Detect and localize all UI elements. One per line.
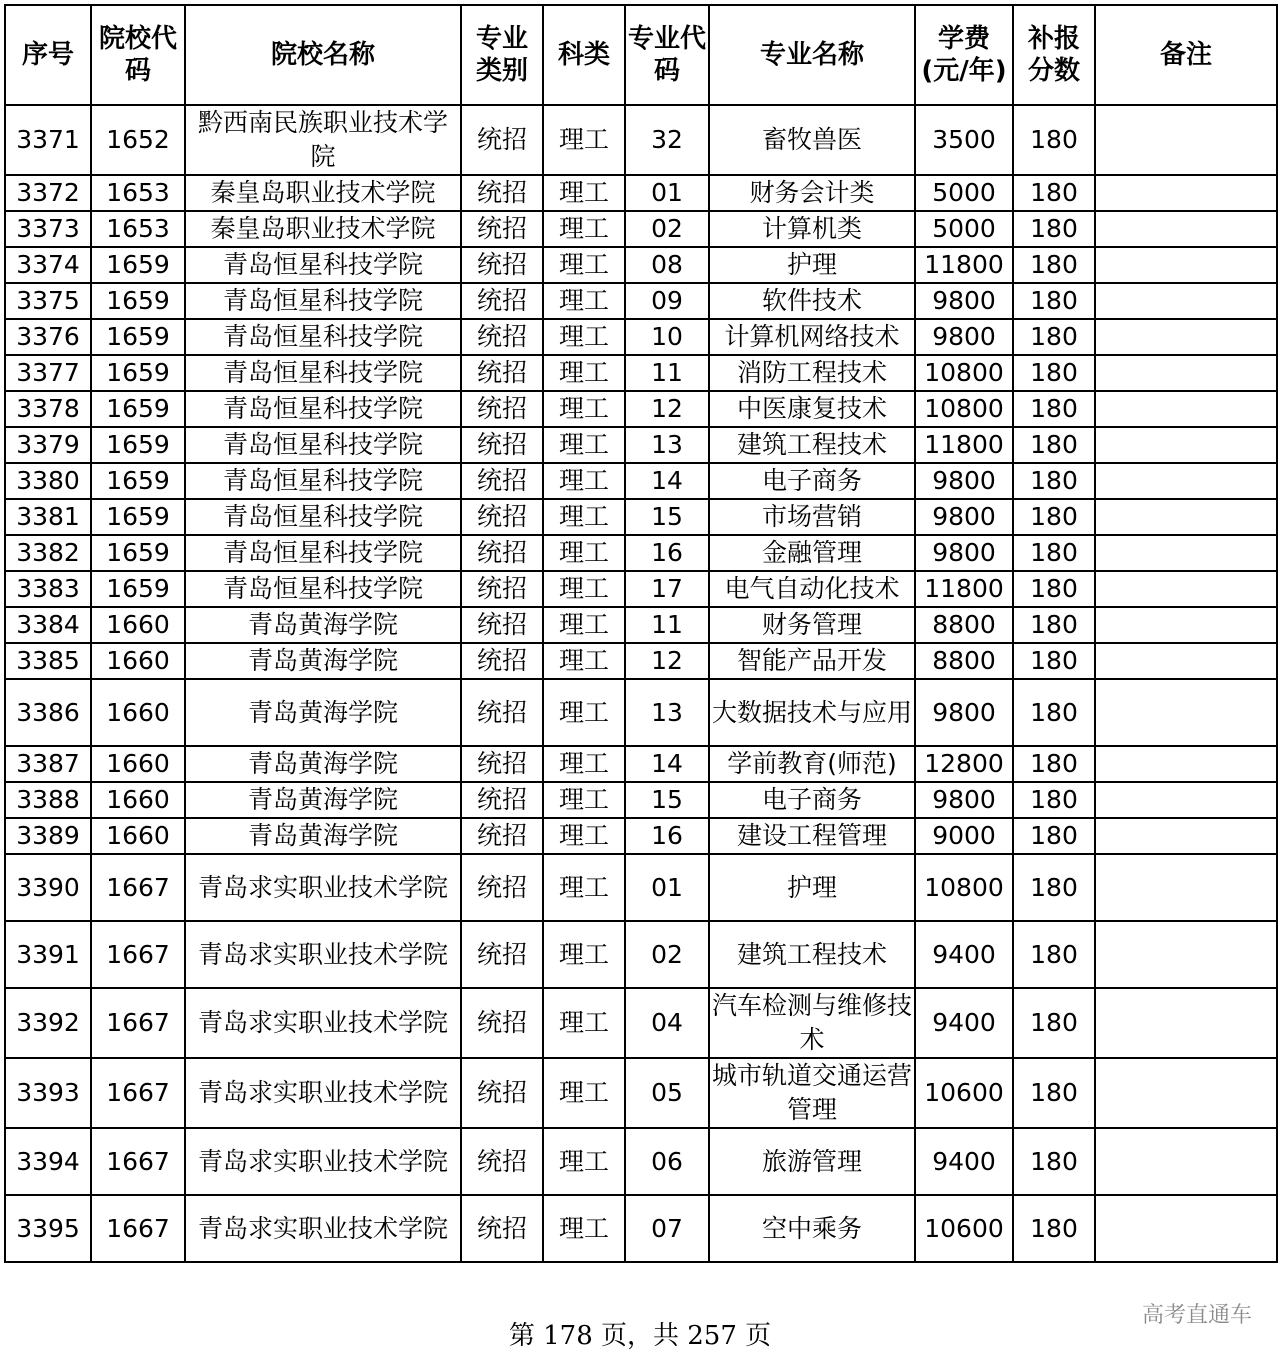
cell-subject: 理工: [543, 175, 625, 211]
cell-major-name: 中医康复技术: [709, 391, 915, 427]
cell-school-name: 秦皇岛职业技术学院: [185, 211, 461, 247]
table-row: [5, 247, 1277, 283]
cell-major-name: 计算机网络技术: [709, 319, 915, 355]
cell-school-name: 青岛恒星科技学院: [185, 571, 461, 607]
cell-tuition: 10800: [915, 355, 1013, 391]
cell-tuition: 5000: [915, 175, 1013, 211]
cell-major-name: 建设工程管理: [709, 818, 915, 854]
table-row: [5, 1058, 1277, 1128]
cell-score: 180: [1013, 571, 1095, 607]
cell-category: 统招: [461, 679, 543, 746]
cell-note: [1095, 175, 1277, 211]
cell-seq: 3390: [5, 854, 91, 921]
cell-major-name: 消防工程技术: [709, 355, 915, 391]
cell-category: 统招: [461, 105, 543, 175]
cell-school-code: 1667: [91, 1128, 185, 1195]
cell-category: 统招: [461, 921, 543, 988]
cell-note: [1095, 1195, 1277, 1262]
cell-tuition: 9800: [915, 283, 1013, 319]
cell-score: 180: [1013, 499, 1095, 535]
cell-note: [1095, 921, 1277, 988]
cell-major-code: 12: [625, 391, 709, 427]
cell-subject: 理工: [543, 988, 625, 1058]
table-row: [5, 607, 1277, 643]
cell-school-name: 青岛恒星科技学院: [185, 427, 461, 463]
cell-note: [1095, 607, 1277, 643]
cell-subject: 理工: [543, 535, 625, 571]
header-row: [5, 5, 1277, 105]
cell-seq: 3388: [5, 782, 91, 818]
cell-school-code: 1660: [91, 818, 185, 854]
cell-major-name: 旅游管理: [709, 1128, 915, 1195]
cell-note: [1095, 818, 1277, 854]
cell-note: [1095, 499, 1277, 535]
cell-school-name: 青岛求实职业技术学院: [185, 1058, 461, 1128]
cell-major-code: 05: [625, 1058, 709, 1128]
cell-tuition: 5000: [915, 211, 1013, 247]
cell-subject: 理工: [543, 1128, 625, 1195]
cell-seq: 3383: [5, 571, 91, 607]
header-major-code: 专业代码: [625, 5, 709, 105]
watermark: 高考直通车: [1141, 1303, 1252, 1328]
cell-school-code: 1659: [91, 499, 185, 535]
cell-school-name: 青岛黄海学院: [185, 818, 461, 854]
cell-school-name: 秦皇岛职业技术学院: [185, 175, 461, 211]
cell-score: 180: [1013, 211, 1095, 247]
cell-school-name: 青岛求实职业技术学院: [185, 988, 461, 1058]
cell-school-name: 青岛黄海学院: [185, 782, 461, 818]
table-row: [5, 571, 1277, 607]
cell-school-code: 1652: [91, 105, 185, 175]
cell-tuition: 9000: [915, 818, 1013, 854]
cell-category: 统招: [461, 746, 543, 782]
cell-score: 180: [1013, 175, 1095, 211]
cell-seq: 3377: [5, 355, 91, 391]
cell-note: [1095, 247, 1277, 283]
cell-note: [1095, 105, 1277, 175]
table-row: [5, 1128, 1277, 1195]
cell-major-name: 计算机类: [709, 211, 915, 247]
cell-major-code: 02: [625, 211, 709, 247]
cell-seq: 3376: [5, 319, 91, 355]
cell-school-code: 1659: [91, 391, 185, 427]
cell-tuition: 9800: [915, 679, 1013, 746]
cell-tuition: 9800: [915, 535, 1013, 571]
cell-major-name: 市场营销: [709, 499, 915, 535]
cell-category: 统招: [461, 499, 543, 535]
cell-category: 统招: [461, 463, 543, 499]
cell-seq: 3395: [5, 1195, 91, 1262]
cell-subject: 理工: [543, 499, 625, 535]
cell-major-name: 城市轨道交通运营管理: [709, 1058, 915, 1128]
cell-school-name: 青岛恒星科技学院: [185, 247, 461, 283]
header-seq: 序号: [5, 5, 91, 105]
cell-major-code: 15: [625, 499, 709, 535]
cell-tuition: 9400: [915, 988, 1013, 1058]
cell-score: 180: [1013, 643, 1095, 679]
cell-category: 统招: [461, 427, 543, 463]
cell-tuition: 9800: [915, 499, 1013, 535]
cell-score: 180: [1013, 1058, 1095, 1128]
cell-subject: 理工: [543, 818, 625, 854]
cell-seq: 3385: [5, 643, 91, 679]
cell-major-name: 大数据技术与应用: [709, 679, 915, 746]
cell-major-code: 16: [625, 818, 709, 854]
cell-tuition: 9800: [915, 319, 1013, 355]
cell-tuition: 9400: [915, 921, 1013, 988]
cell-note: [1095, 463, 1277, 499]
cell-school-code: 1659: [91, 535, 185, 571]
cell-score: 180: [1013, 854, 1095, 921]
cell-subject: 理工: [543, 247, 625, 283]
cell-note: [1095, 535, 1277, 571]
header-score: 补报分数: [1013, 5, 1095, 105]
cell-category: 统招: [461, 247, 543, 283]
cell-school-name: 青岛恒星科技学院: [185, 319, 461, 355]
cell-tuition: 9400: [915, 1128, 1013, 1195]
cell-subject: 理工: [543, 854, 625, 921]
cell-major-name: 财务管理: [709, 607, 915, 643]
cell-note: [1095, 643, 1277, 679]
cell-school-code: 1659: [91, 427, 185, 463]
cell-score: 180: [1013, 355, 1095, 391]
cell-subject: 理工: [543, 427, 625, 463]
header-tuition: 学费(元/年): [915, 5, 1013, 105]
cell-seq: 3372: [5, 175, 91, 211]
cell-school-code: 1659: [91, 571, 185, 607]
cell-seq: 3387: [5, 746, 91, 782]
cell-major-code: 11: [625, 355, 709, 391]
cell-subject: 理工: [543, 355, 625, 391]
cell-category: 统招: [461, 571, 543, 607]
cell-school-name: 青岛求实职业技术学院: [185, 921, 461, 988]
cell-score: 180: [1013, 607, 1095, 643]
cell-major-code: 07: [625, 1195, 709, 1262]
cell-major-name: 汽车检测与维修技术: [709, 988, 915, 1058]
table-body: [5, 105, 1277, 1262]
cell-school-code: 1667: [91, 1058, 185, 1128]
cell-score: 180: [1013, 105, 1095, 175]
cell-note: [1095, 427, 1277, 463]
cell-category: 统招: [461, 1195, 543, 1262]
cell-major-code: 14: [625, 463, 709, 499]
cell-subject: 理工: [543, 211, 625, 247]
cell-school-name: 青岛黄海学院: [185, 643, 461, 679]
table-row: [5, 355, 1277, 391]
cell-subject: 理工: [543, 1058, 625, 1128]
cell-score: 180: [1013, 746, 1095, 782]
cell-subject: 理工: [543, 746, 625, 782]
cell-major-name: 软件技术: [709, 283, 915, 319]
cell-seq: 3381: [5, 499, 91, 535]
cell-subject: 理工: [543, 283, 625, 319]
cell-major-code: 02: [625, 921, 709, 988]
cell-school-code: 1659: [91, 319, 185, 355]
table-row: [5, 818, 1277, 854]
table-row: [5, 1195, 1277, 1262]
table-row: [5, 535, 1277, 571]
cell-category: 统招: [461, 1128, 543, 1195]
cell-score: 180: [1013, 319, 1095, 355]
cell-seq: 3394: [5, 1128, 91, 1195]
header-school-code: 院校代码: [91, 5, 185, 105]
cell-category: 统招: [461, 175, 543, 211]
cell-seq: 3382: [5, 535, 91, 571]
cell-major-code: 09: [625, 283, 709, 319]
cell-major-code: 13: [625, 427, 709, 463]
cell-subject: 理工: [543, 571, 625, 607]
cell-major-code: 08: [625, 247, 709, 283]
cell-category: 统招: [461, 535, 543, 571]
page-footer: 第 178 页，共 257 页: [508, 1321, 772, 1351]
cell-note: [1095, 211, 1277, 247]
cell-category: 统招: [461, 782, 543, 818]
cell-score: 180: [1013, 283, 1095, 319]
cell-seq: 3386: [5, 679, 91, 746]
cell-subject: 理工: [543, 607, 625, 643]
cell-school-code: 1660: [91, 782, 185, 818]
cell-category: 统招: [461, 319, 543, 355]
table-row: [5, 391, 1277, 427]
cell-score: 180: [1013, 391, 1095, 427]
cell-note: [1095, 1058, 1277, 1128]
cell-school-code: 1653: [91, 211, 185, 247]
table-row: [5, 643, 1277, 679]
cell-score: 180: [1013, 535, 1095, 571]
cell-tuition: 11800: [915, 247, 1013, 283]
cell-tuition: 9800: [915, 463, 1013, 499]
cell-major-name: 财务会计类: [709, 175, 915, 211]
cell-major-name: 金融管理: [709, 535, 915, 571]
cell-school-code: 1660: [91, 643, 185, 679]
cell-note: [1095, 355, 1277, 391]
table-row: [5, 427, 1277, 463]
cell-score: 180: [1013, 679, 1095, 746]
cell-score: 180: [1013, 1128, 1095, 1195]
cell-school-name: 黔西南民族职业技术学院: [185, 105, 461, 175]
cell-major-name: 建筑工程技术: [709, 427, 915, 463]
cell-major-name: 学前教育(师范): [709, 746, 915, 782]
cell-note: [1095, 746, 1277, 782]
cell-category: 统招: [461, 355, 543, 391]
cell-note: [1095, 988, 1277, 1058]
header-category: 专业类别: [461, 5, 543, 105]
cell-subject: 理工: [543, 782, 625, 818]
table-row: [5, 105, 1277, 175]
cell-category: 统招: [461, 854, 543, 921]
table-row: [5, 499, 1277, 535]
cell-category: 统招: [461, 988, 543, 1058]
admissions-table: [4, 4, 1278, 1263]
cell-seq: 3373: [5, 211, 91, 247]
cell-score: 180: [1013, 427, 1095, 463]
cell-major-name: 护理: [709, 247, 915, 283]
cell-seq: 3393: [5, 1058, 91, 1128]
cell-school-code: 1667: [91, 988, 185, 1058]
cell-school-code: 1660: [91, 746, 185, 782]
header-school-name: 院校名称: [185, 5, 461, 105]
cell-tuition: 8800: [915, 643, 1013, 679]
cell-major-code: 16: [625, 535, 709, 571]
table-row: [5, 746, 1277, 782]
cell-subject: 理工: [543, 319, 625, 355]
header-major-name: 专业名称: [709, 5, 915, 105]
cell-tuition: 8800: [915, 607, 1013, 643]
cell-subject: 理工: [543, 463, 625, 499]
cell-school-name: 青岛黄海学院: [185, 746, 461, 782]
cell-subject: 理工: [543, 921, 625, 988]
cell-seq: 3375: [5, 283, 91, 319]
cell-major-code: 01: [625, 175, 709, 211]
cell-category: 统招: [461, 818, 543, 854]
cell-major-code: 14: [625, 746, 709, 782]
cell-school-code: 1659: [91, 283, 185, 319]
cell-major-name: 电气自动化技术: [709, 571, 915, 607]
header-subject: 科类: [543, 5, 625, 105]
cell-score: 180: [1013, 818, 1095, 854]
cell-score: 180: [1013, 1195, 1095, 1262]
cell-school-code: 1667: [91, 854, 185, 921]
cell-school-code: 1659: [91, 463, 185, 499]
cell-tuition: 10800: [915, 391, 1013, 427]
header-note: 备注: [1095, 5, 1277, 105]
cell-note: [1095, 319, 1277, 355]
cell-seq: 3374: [5, 247, 91, 283]
cell-major-name: 护理: [709, 854, 915, 921]
cell-major-code: 32: [625, 105, 709, 175]
cell-school-code: 1653: [91, 175, 185, 211]
cell-subject: 理工: [543, 643, 625, 679]
cell-major-code: 04: [625, 988, 709, 1058]
cell-school-name: 青岛恒星科技学院: [185, 283, 461, 319]
cell-note: [1095, 283, 1277, 319]
cell-category: 统招: [461, 643, 543, 679]
table-row: [5, 319, 1277, 355]
cell-seq: 3384: [5, 607, 91, 643]
cell-category: 统招: [461, 1058, 543, 1128]
cell-category: 统招: [461, 607, 543, 643]
cell-tuition: 3500: [915, 105, 1013, 175]
cell-tuition: 10600: [915, 1195, 1013, 1262]
cell-note: [1095, 1128, 1277, 1195]
table-row: [5, 211, 1277, 247]
cell-seq: 3371: [5, 105, 91, 175]
cell-seq: 3378: [5, 391, 91, 427]
cell-score: 180: [1013, 247, 1095, 283]
cell-major-name: 电子商务: [709, 782, 915, 818]
cell-major-name: 建筑工程技术: [709, 921, 915, 988]
cell-school-code: 1660: [91, 679, 185, 746]
cell-school-name: 青岛求实职业技术学院: [185, 1195, 461, 1262]
cell-school-name: 青岛求实职业技术学院: [185, 854, 461, 921]
cell-school-name: 青岛恒星科技学院: [185, 391, 461, 427]
cell-category: 统招: [461, 211, 543, 247]
cell-score: 180: [1013, 782, 1095, 818]
cell-school-name: 青岛黄海学院: [185, 679, 461, 746]
cell-subject: 理工: [543, 105, 625, 175]
cell-seq: 3380: [5, 463, 91, 499]
cell-major-code: 11: [625, 607, 709, 643]
cell-tuition: 10800: [915, 854, 1013, 921]
cell-subject: 理工: [543, 679, 625, 746]
table-row: [5, 463, 1277, 499]
cell-note: [1095, 854, 1277, 921]
cell-major-code: 06: [625, 1128, 709, 1195]
table-row: [5, 283, 1277, 319]
table-row: [5, 782, 1277, 818]
cell-school-code: 1660: [91, 607, 185, 643]
cell-school-code: 1667: [91, 1195, 185, 1262]
cell-score: 180: [1013, 463, 1095, 499]
cell-seq: 3389: [5, 818, 91, 854]
cell-note: [1095, 782, 1277, 818]
cell-school-code: 1659: [91, 247, 185, 283]
cell-school-name: 青岛黄海学院: [185, 607, 461, 643]
table-row: [5, 175, 1277, 211]
cell-major-code: 10: [625, 319, 709, 355]
cell-major-name: 电子商务: [709, 463, 915, 499]
cell-major-code: 13: [625, 679, 709, 746]
cell-major-code: 12: [625, 643, 709, 679]
cell-major-code: 15: [625, 782, 709, 818]
cell-school-code: 1659: [91, 355, 185, 391]
cell-note: [1095, 391, 1277, 427]
cell-category: 统招: [461, 391, 543, 427]
cell-school-name: 青岛恒星科技学院: [185, 355, 461, 391]
cell-major-code: 01: [625, 854, 709, 921]
table-row: [5, 679, 1277, 746]
cell-school-name: 青岛恒星科技学院: [185, 499, 461, 535]
cell-note: [1095, 571, 1277, 607]
cell-major-name: 智能产品开发: [709, 643, 915, 679]
cell-score: 180: [1013, 921, 1095, 988]
cell-major-name: 畜牧兽医: [709, 105, 915, 175]
cell-major-code: 17: [625, 571, 709, 607]
table-row: [5, 854, 1277, 921]
cell-school-name: 青岛恒星科技学院: [185, 535, 461, 571]
cell-tuition: 11800: [915, 571, 1013, 607]
table-row: [5, 988, 1277, 1058]
cell-seq: 3392: [5, 988, 91, 1058]
cell-category: 统招: [461, 283, 543, 319]
cell-score: 180: [1013, 988, 1095, 1058]
cell-note: [1095, 679, 1277, 746]
cell-tuition: 11800: [915, 427, 1013, 463]
cell-tuition: 12800: [915, 746, 1013, 782]
cell-school-code: 1667: [91, 921, 185, 988]
cell-subject: 理工: [543, 391, 625, 427]
cell-tuition: 10600: [915, 1058, 1013, 1128]
cell-seq: 3379: [5, 427, 91, 463]
cell-tuition: 9800: [915, 782, 1013, 818]
cell-seq: 3391: [5, 921, 91, 988]
cell-school-name: 青岛求实职业技术学院: [185, 1128, 461, 1195]
cell-school-name: 青岛恒星科技学院: [185, 463, 461, 499]
cell-major-name: 空中乘务: [709, 1195, 915, 1262]
table-row: [5, 921, 1277, 988]
cell-subject: 理工: [543, 1195, 625, 1262]
